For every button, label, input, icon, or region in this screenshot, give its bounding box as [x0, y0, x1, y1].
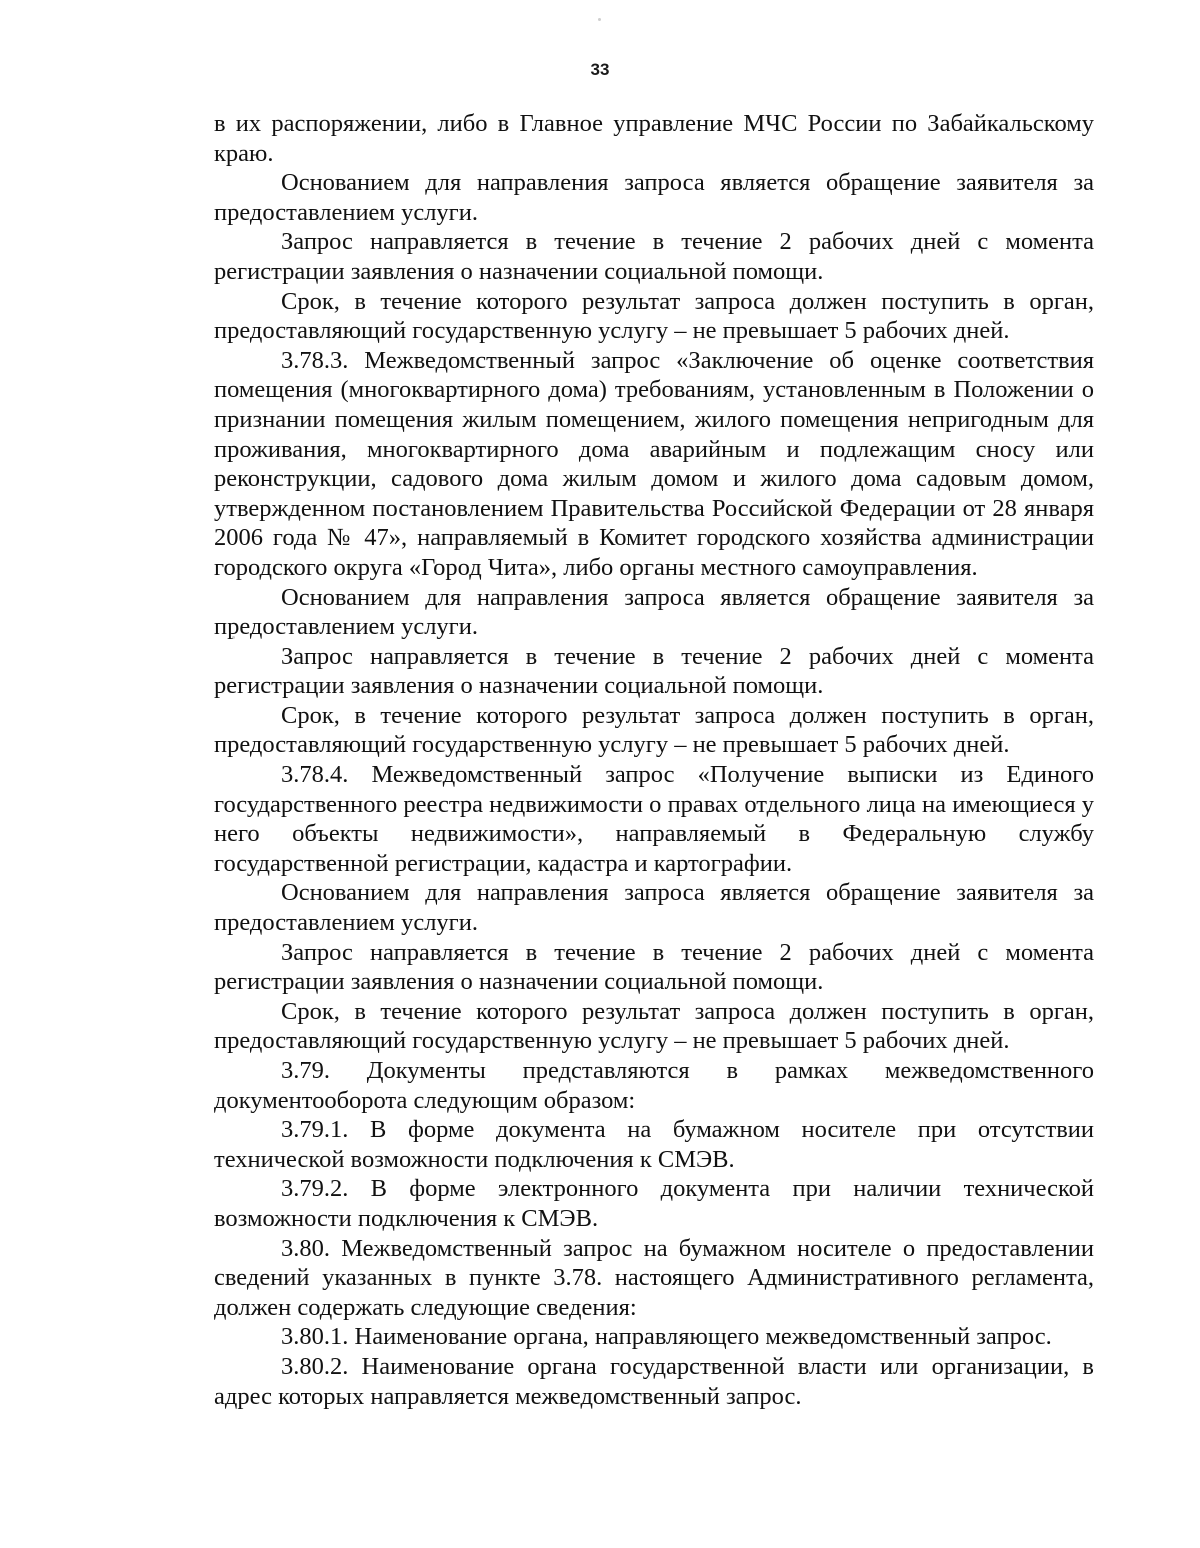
paragraph: Основанием для направления запроса является обращение заявителя за предоставлением услуги. [214, 583, 1094, 641]
paragraph-clause-3-80-2: 3.80.2. Наименование органа государственной власти или организации, в адрес которых направляется межведомственный запрос. [214, 1352, 1094, 1410]
paragraph-clause-3-78-4: 3.78.4. Межведомственный запрос «Получение выписки из Единого государственного реестра недвижимости о правах отдельного лица на имеющиеся у него объекты недвижимости», направляемый в Федеральную службу государственной регистрации, кадастра и картографии. [214, 761, 1094, 877]
paragraph-clause-3-79: 3.79. Документы представляются в рамках межведомственного документооборота следующим образом: [214, 1057, 1094, 1114]
paragraph-clause-3-79-2: 3.79.2. В форме электронного документа при наличии технической возможности подключения к СМЭВ. [214, 1175, 1094, 1232]
paragraph-clause-3-80: 3.80. Межведомственный запрос на бумажном носителе о предоставлении сведений указанных в пункте 3.78. настоящего Административного регламента, должен содержать следующие сведения: [214, 1234, 1094, 1321]
paragraph-clause-3-80-1: 3.80.1. Наименование органа, направляющего межведомственный запрос. [281, 1323, 1052, 1351]
paragraph-clause-3-78-3: 3.78.3. Межведомственный запрос «Заключение об оценке соответствия помещения (многоквартирного дома) требованиям, установленным в Положении о признании помещения жилым помещением, жилого помещения непригодным для проживания, многоквартирного дома аварийным и подлежащим сносу или реконструкции, садового дома жилым домом и жилого дома садовым домом, утвержденном постановлением Правительства Российской Федерации от 28 января 2006 года № 47», направляемый в Комитет городского хозяйства администрации городского округа «Город Чита», либо органы местного самоуправления. [214, 346, 1094, 581]
paragraph: Срок, в течение которого результат запроса должен поступить в орган, предоставляющий государственную услугу – не превышает 5 рабочих дней. [214, 701, 1094, 759]
paragraph: Основанием для направления запроса является обращение заявителя за предоставлением услуги. [214, 169, 1094, 226]
scan-artifact [598, 18, 601, 21]
paragraph-continuation: в их распоряжении, либо в Главное управление МЧС России по Забайкальскому краю. [214, 110, 1094, 167]
page-number: 33 [590, 60, 610, 79]
paragraph-clause-3-79-1: 3.79.1. В форме документа на бумажном носителе при отсутствии технической возможности подключения к СМЭВ. [214, 1116, 1094, 1173]
document-body [214, 109, 1094, 1411]
paragraph: Запрос направляется в течение в течение 2 рабочих дней с момента регистрации заявления о назначении социальной помощи. [214, 642, 1094, 700]
paragraph: Запрос направляется в течение в течение 2 рабочих дней с момента регистрации заявления о назначении социальной помощи. [214, 938, 1094, 996]
paragraph: Срок, в течение которого результат запроса должен поступить в орган, предоставляющий государственную услугу – не превышает 5 рабочих дней. [214, 287, 1094, 345]
paragraph: Основанием для направления запроса является обращение заявителя за предоставлением услуги. [214, 879, 1094, 937]
paragraph: Срок, в течение которого результат запроса должен поступить в орган, предоставляющий государственную услугу – не превышает 5 рабочих дней. [214, 997, 1094, 1055]
paragraph: Запрос направляется в течение в течение 2 рабочих дней с момента регистрации заявления о назначении социальной помощи. [214, 228, 1094, 285]
